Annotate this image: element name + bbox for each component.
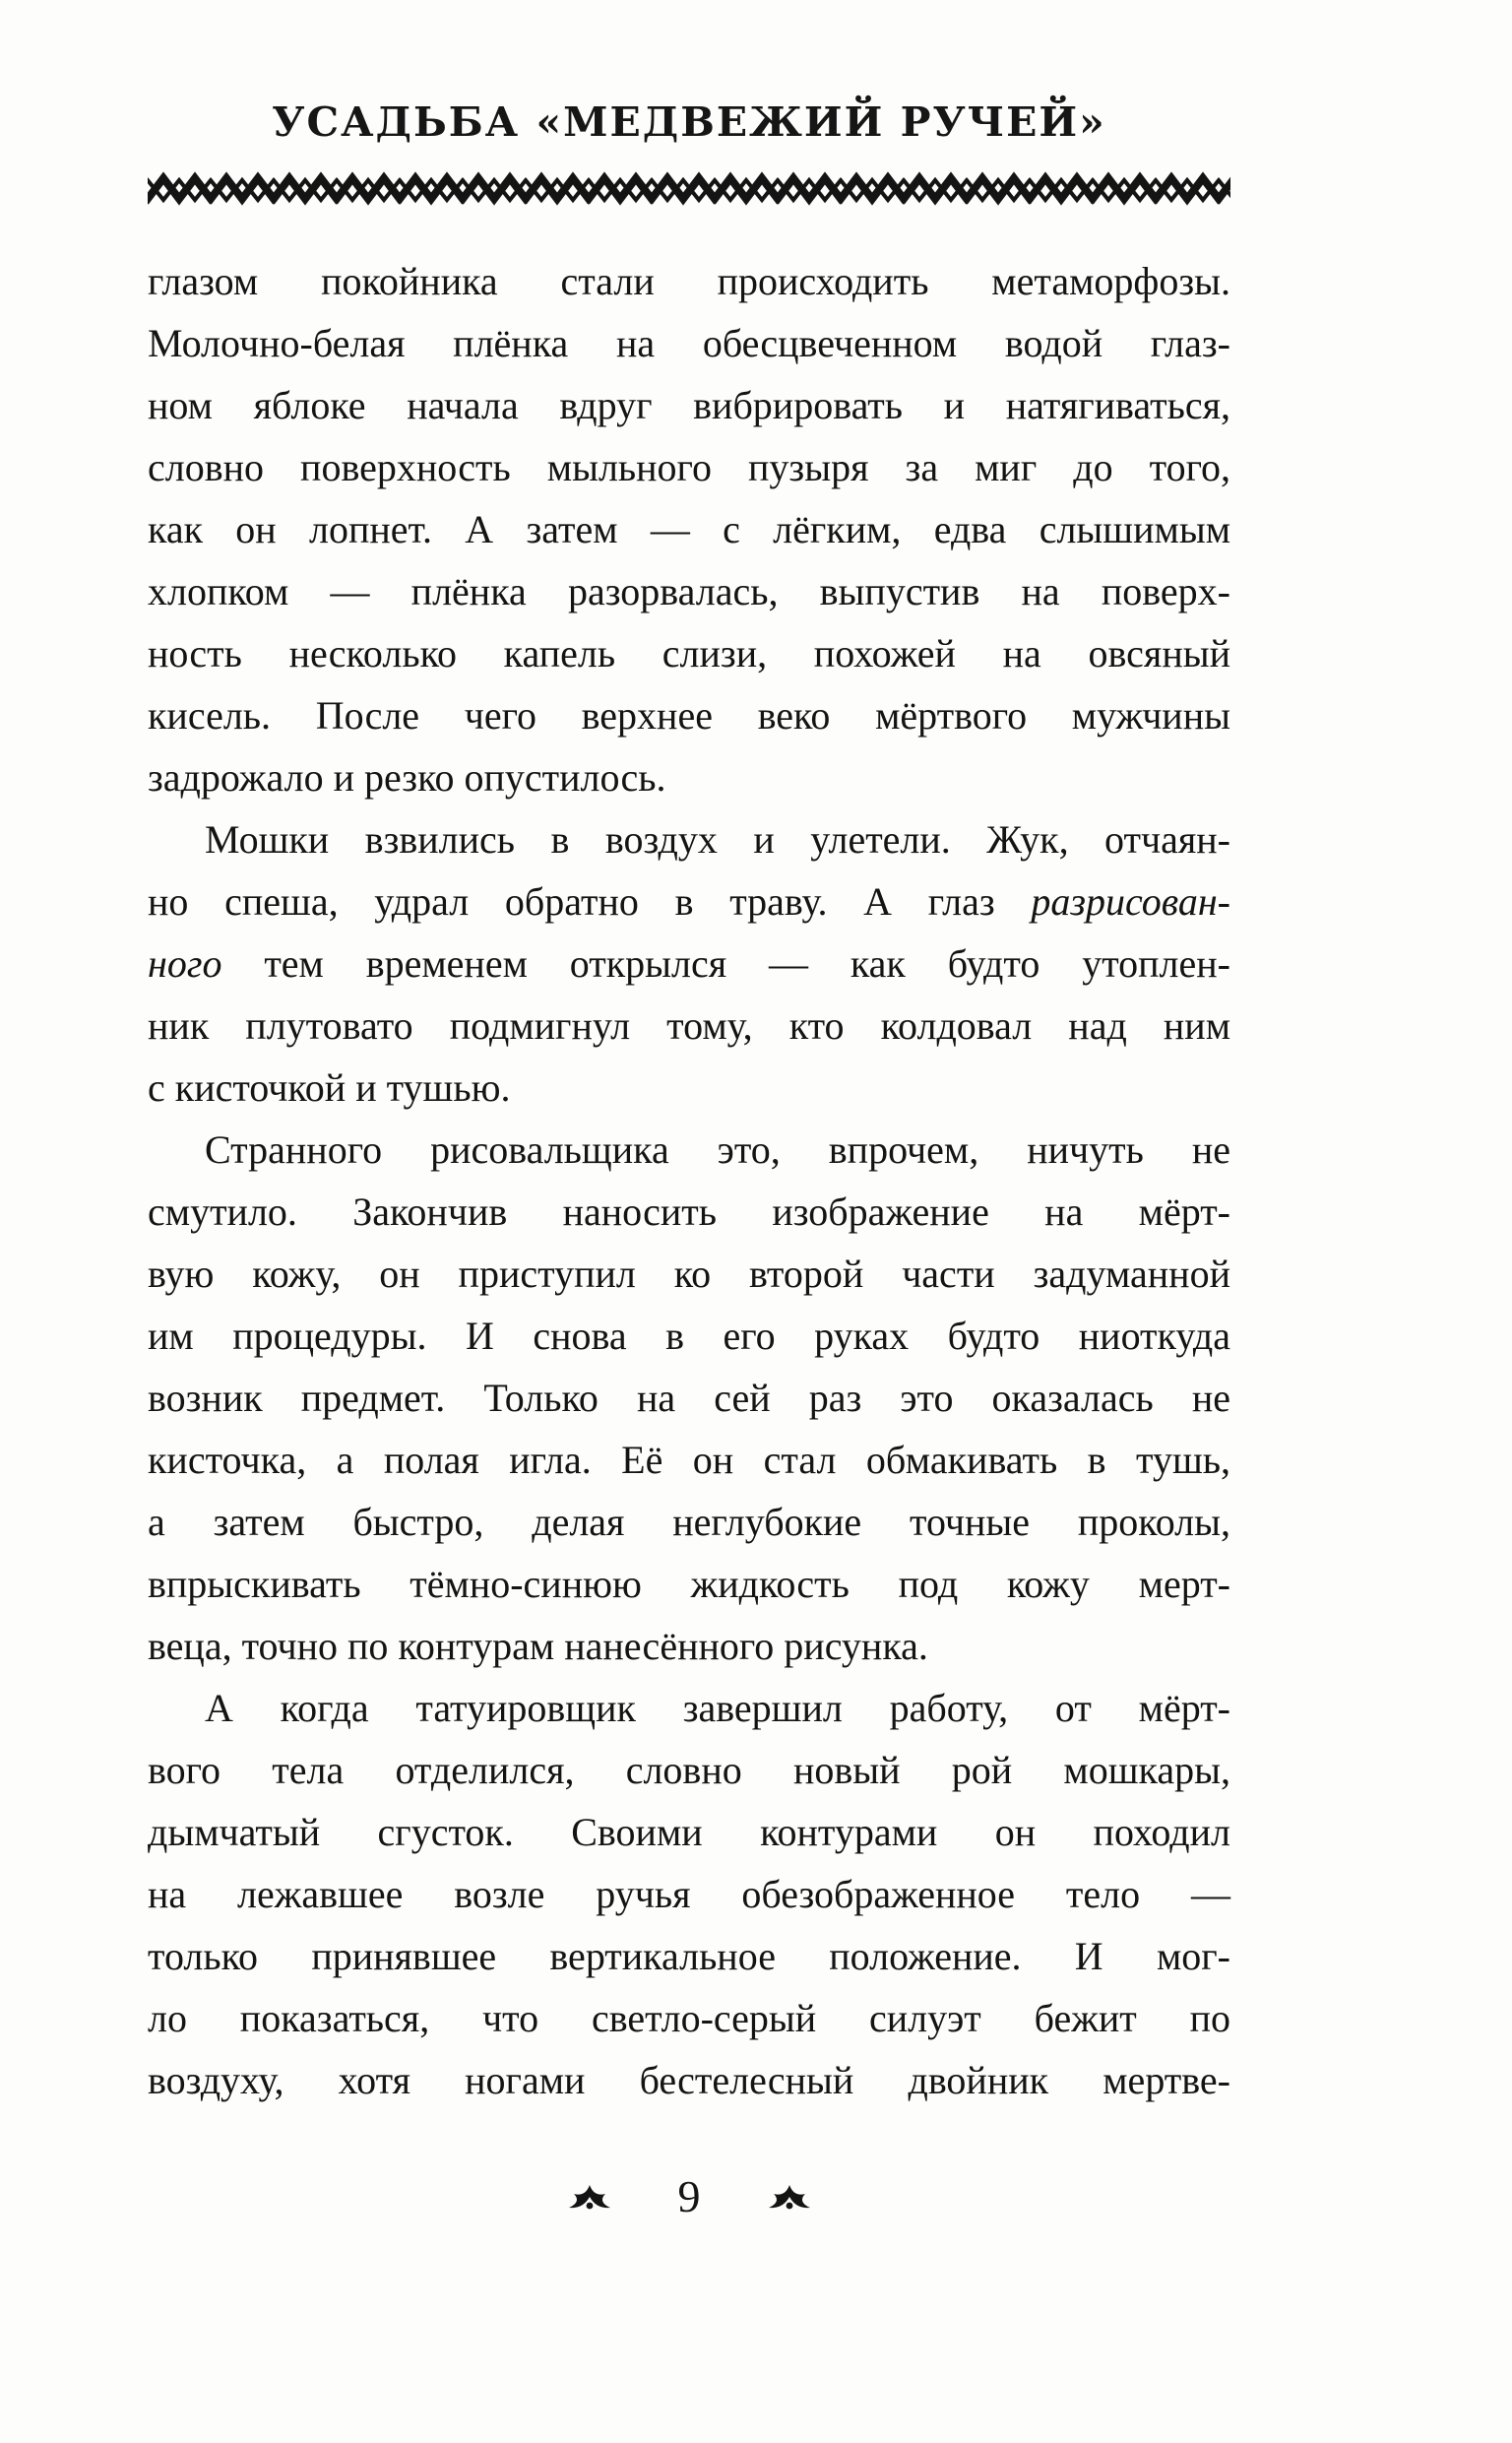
text-line: вого тела отделился, словно новый рой мошкары, — [148, 1748, 1230, 1792]
text-line: им процедуры. И снова в его руках будто ниоткуда — [148, 1314, 1230, 1358]
floral-flourish-right-icon — [764, 2182, 815, 2212]
paragraph — [148, 1119, 1230, 1677]
text-line: как он лопнет. А затем — с лёгким, едва слышимым — [148, 507, 1230, 551]
text-line: ник плутовато подмигнул тому, кто колдовал над ним — [148, 1003, 1230, 1048]
page-content — [148, 98, 1230, 2111]
text-block — [148, 250, 1230, 2111]
text-line: словно поверхность мыльного пузыря за миг до того, — [148, 445, 1230, 489]
text-line: глазом покойника стали происходить метаморфозы. — [148, 259, 1230, 303]
text-line: Мошки взвились в воздух и улетели. Жук, отчаян- — [205, 817, 1230, 862]
paragraph — [148, 1677, 1230, 2111]
floral-flourish-left-icon — [564, 2182, 615, 2212]
text-line: только принявшее вертикальное положение. И мог- — [148, 1934, 1230, 1978]
text-line: на лежавшее возле ручья обезображенное тело — — [148, 1872, 1230, 1916]
text-line: задрожало и резко опустилось. — [148, 755, 666, 800]
text-line: хлопком — плёнка разорвалась, выпустив на поверх- — [148, 569, 1230, 613]
page-number: 9 — [677, 2171, 701, 2221]
text-line: возник предмет. Только на сей раз это оказалась не — [148, 1376, 1230, 1420]
text-line: ного тем временем открылся — как будто утоплен- — [148, 941, 1230, 986]
text-line: ном яблоке начала вдруг вибрировать и натягиваться, — [148, 383, 1230, 427]
text-line: дымчатый сгусток. Своими контурами он походил — [148, 1810, 1230, 1854]
text-line: кисель. После чего верхнее веко мёртвого мужчины — [148, 693, 1230, 738]
text-line: вую кожу, он приступил ко второй части задуманной — [148, 1252, 1230, 1296]
text-line: кисточка, а полая игла. Её он стал обмакивать в тушь, — [148, 1438, 1230, 1482]
text-line: Молочно-белая плёнка на обесцвеченном водой глаз- — [148, 321, 1230, 365]
page-footer — [148, 2171, 1230, 2221]
page-header-title: УСАДЬБА «МЕДВЕЖИЙ РУЧЕЙ» — [272, 98, 1106, 146]
text-line: веца, точно по контурам нанесённого рисунка. — [148, 1624, 928, 1668]
text-line: воздуху, хотя ногами бестелесный двойник мертве- — [148, 2058, 1230, 2102]
zigzag-band-ornament-icon — [148, 171, 1230, 207]
text-line: А когда татуировщик завершил работу, от мёрт- — [205, 1686, 1230, 1730]
text-line: ность несколько капель слизи, похожей на овсяный — [148, 631, 1230, 675]
text-line: впрыскивать тёмно-синюю жидкость под кожу мерт- — [148, 1562, 1230, 1606]
text-line: Странного рисовальщика это, впрочем, ничуть не — [205, 1127, 1230, 1172]
text-line: с кисточкой и тушью. — [148, 1065, 511, 1110]
text-line: а затем быстро, делая неглубокие точные проколы, — [148, 1500, 1230, 1544]
paragraph — [148, 808, 1230, 1119]
text-line: ло показаться, что светло-серый силуэт бежит по — [148, 1996, 1230, 2040]
text-line: смутило. Закончив наносить изображение на мёрт- — [148, 1189, 1230, 1234]
paragraph — [148, 250, 1230, 808]
text-line: но спеша, удрал обратно в траву. А глаз разрисован- — [148, 879, 1230, 924]
